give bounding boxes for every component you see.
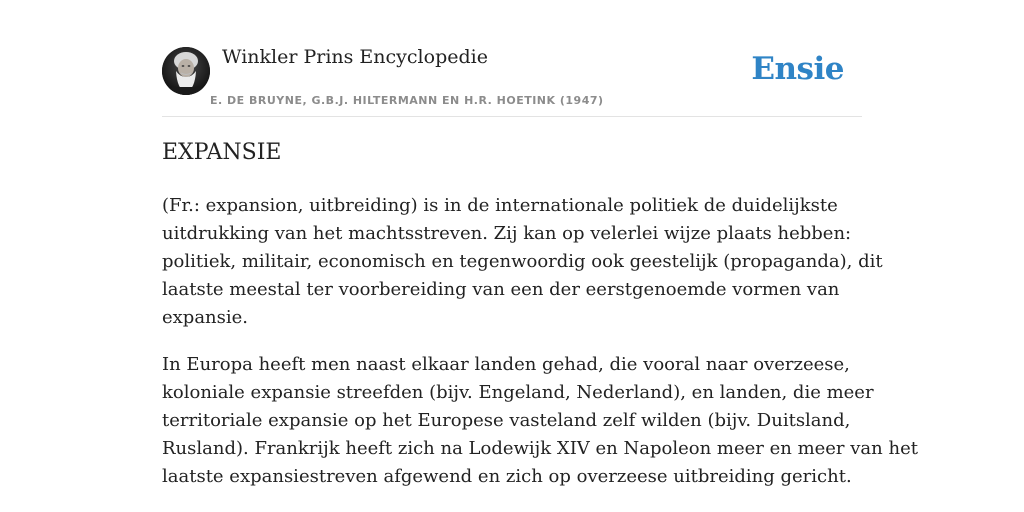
paragraph <box>162 192 883 332</box>
ensie-logo[interactable]: Ensie <box>751 51 844 87</box>
text-line: Rusland). Frankrijk heeft zich na Lodewijk XIV en Napoleon meer en meer van het <box>162 438 918 459</box>
text-line: laatste expansiestreven afgewend en zich op overzeese uitbreiding gericht. <box>162 466 852 487</box>
header <box>162 44 862 117</box>
text-line: territoriale expansie op het Europese vasteland zelf wilden (bijv. Duitsland, <box>162 410 851 431</box>
site-title[interactable]: Winkler Prins Encyclopedie <box>222 46 488 68</box>
text-line: expansie. <box>162 307 249 328</box>
paragraph <box>162 351 918 491</box>
text-line: uitdrukking van het machtsstreven. Zij kan op velerlei wijze plaats hebben: <box>162 223 852 244</box>
author-avatar <box>162 47 210 95</box>
text-line: politiek, militair, economisch en tegenwoordig ook geestelijk (propaganda), dit <box>162 251 883 272</box>
text-line: laatste meestal ter voorbereiding van een der eerstgenoemde vormen van <box>162 279 840 300</box>
article-body <box>162 192 918 510</box>
source-authors: E. DE BRUYNE, G.B.J. HILTERMANN EN H.R. HOETINK (1947) <box>210 94 604 107</box>
text-line: koloniale expansie streefden (bijv. Engeland, Nederland), en landen, die meer <box>162 382 874 403</box>
article-title: EXPANSIE <box>162 140 282 165</box>
text-line: In Europa heeft men naast elkaar landen gehad, die vooral naar overzeese, <box>162 354 850 375</box>
portrait-image <box>162 47 210 95</box>
text-line: (Fr.: expansion, uitbreiding) is in de internationale politiek de duidelijkste <box>162 195 838 216</box>
